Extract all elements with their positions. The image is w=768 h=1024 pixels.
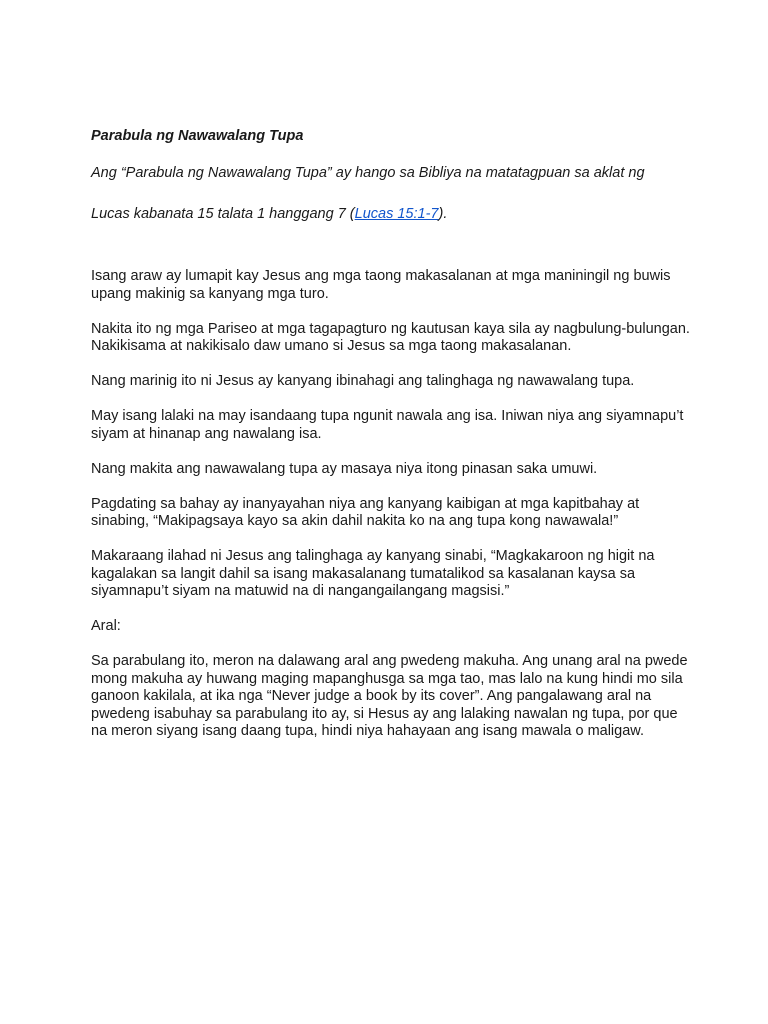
aral-heading: Aral: bbox=[91, 618, 121, 634]
paragraph-lesson: Sa parabulang ito, meron na dalawang aral ang pwedeng makuha. Ang unang aral na pwede mong makuha ay huwang maging mapanghusga sa mga tao, mas lalo na kung hindi mo sila ganoon kakilala, at ika nga “Never judge a book by its cover”. Ang pangalawang aral na pwedeng isabuhay sa parabulang ito ay, si Hesus ay ang lalaking nawalan ng tupa, por que na meron siyang isang daang tupa, hindi niya hahayaan ang isang mawala o maligaw. bbox=[91, 653, 688, 739]
paragraph-1: Isang araw ay lumapit kay Jesus ang mga taong makasalanan at mga maniningil ng buwis upang makinig sa kanyang mga turo. bbox=[91, 268, 671, 302]
paragraph-6: Pagdating sa bahay ay inanyayahan niya ang kanyang kaibigan at mga kapitbahay at sinabing, “Makipagsaya kayo sa akin dahil nakita ko na ang tupa kong nawawala!” bbox=[91, 495, 640, 529]
intro-line-2 bbox=[91, 204, 691, 224]
intro-line-2-text: Lucas kabanata 15 talata 1 hanggang 7 ( bbox=[91, 206, 355, 222]
paragraph-7: Makaraang ilahad ni Jesus ang talinghaga ay kanyang sinabi, “Magkakaroon ng higit na kagalakan sa langit dahil sa isang makasalanang tumatalikod sa kasalanan kaysa sa siyamnapu’t siyam na matuwid na di nangangailangang magsisi.” bbox=[91, 548, 655, 599]
lucas-reference-link[interactable]: Lucas 15:1-7 bbox=[354, 206, 439, 222]
paragraph-4: May isang lalaki na may isandaang tupa ngunit nawala ang isa. Iniwan niya ang siyamnapu’t siyam at hinanap ang nawalang isa. bbox=[91, 408, 684, 442]
intro-line-2-closing: ). bbox=[438, 206, 448, 222]
intro-line-1: Ang “Parabula ng Nawawalang Tupa” ay hango sa Bibliya na matatagpuan sa aklat ng bbox=[91, 165, 645, 181]
document-page bbox=[91, 126, 691, 758]
paragraph-5: Nang makita ang nawawalang tupa ay masaya niya itong pinasan saka umuwi. bbox=[91, 460, 598, 477]
paragraph-2: Nakita ito ng mga Pariseo at mga tagapagturo ng kautusan kaya sila ay nagbulung-bulungan. Nakikisama at nakikisalo daw umano si Jesus sa mga taong makasalanan. bbox=[91, 320, 690, 354]
paragraph-3: Nang marinig ito ni Jesus ay kanyang ibinahagi ang talinghaga ng nawawalang tupa. bbox=[91, 373, 635, 389]
document-title: Parabula ng Nawawalang Tupa bbox=[91, 128, 304, 144]
